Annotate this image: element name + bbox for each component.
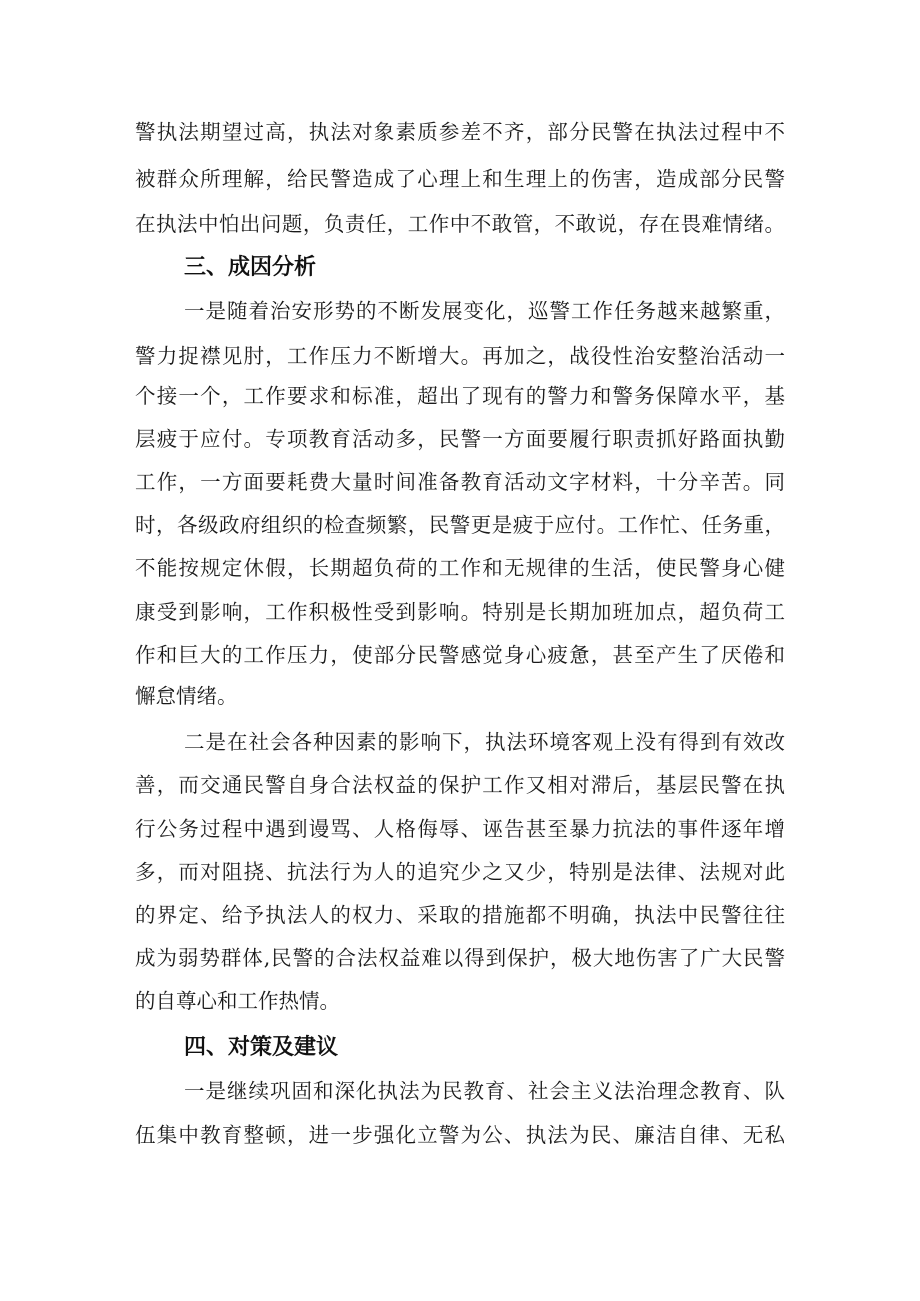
paragraph-line: 的界定、给予执法人的权力、采取的措施都不明确，执法中民警往往 — [135, 903, 785, 927]
section-heading-4: 四、对策及建议 — [184, 1035, 339, 1060]
section-heading-3: 三、成因分析 — [184, 255, 317, 280]
paragraph-line: 一是继续巩固和深化执法为民教育、社会主义法治理念教育、队 — [184, 1079, 785, 1103]
paragraph-line: 懈怠情绪。 — [135, 684, 238, 708]
paragraph-line: 一是随着治安形势的不断发展变化，巡警工作任务越来越繁重， — [184, 299, 785, 323]
paragraph-line: 成为弱势群体,民警的合法权益难以得到保护，极大地伤害了广大民警 — [135, 946, 785, 970]
paragraph-line: 的自尊心和工作热情。 — [135, 989, 340, 1013]
paragraph-line: 个接一个，工作要求和标准，超出了现有的警力和警务保障水平，基 — [135, 384, 785, 408]
paragraph-line: 工作，一方面要耗费大量时间准备教育活动文字材料，十分辛苦。同 — [135, 470, 785, 494]
paragraph-line: 善，而交通民警自身合法权益的保护工作又相对滞后，基层民警在执 — [135, 773, 785, 797]
paragraph-line: 被群众所理解，给民警造成了心理上和生理上的伤害，造成部分民警 — [135, 167, 785, 191]
paragraph-line: 时，各级政府组织的检查频繁，民警更是疲于应付。工作忙、任务重， — [135, 513, 785, 537]
paragraph-line: 层疲于应付。专项教育活动多，民警一方面要履行职责抓好路面执勤 — [135, 427, 785, 451]
paragraph-line: 伍集中教育整顿，进一步强化立警为公、执法为民、廉洁自律、无私 — [135, 1123, 785, 1147]
paragraph-line: 作和巨大的工作压力，使部分民警感觉身心疲惫，甚至产生了厌倦和 — [135, 643, 785, 667]
paragraph-line: 行公务过程中遇到谩骂、人格侮辱、诬告甚至暴力抗法的事件逐年增 — [135, 817, 785, 841]
paragraph-line: 不能按规定休假，长期超负荷的工作和无规律的生活，使民警身心健 — [135, 556, 785, 580]
paragraph-line: 警力捉襟见肘，工作压力不断增大。再加之，战役性治安整治活动一 — [135, 344, 785, 368]
paragraph-line: 康受到影响，工作积极性受到影响。特别是长期加班加点，超负荷工 — [135, 600, 785, 624]
paragraph-line: 二是在社会各种因素的影响下，执法环境客观上没有得到有效改 — [184, 730, 785, 754]
paragraph-line: 在执法中怕出问题，负责任，工作中不敢管，不敢说，存在畏难情绪。 — [135, 212, 785, 236]
paragraph-line: 警执法期望过高，执法对象素质参差不齐，部分民警在执法过程中不 — [135, 120, 785, 144]
paragraph-line: 多，而对阻挠、抗法行为人的追究少之又少，特别是法律、法规对此 — [135, 860, 785, 884]
